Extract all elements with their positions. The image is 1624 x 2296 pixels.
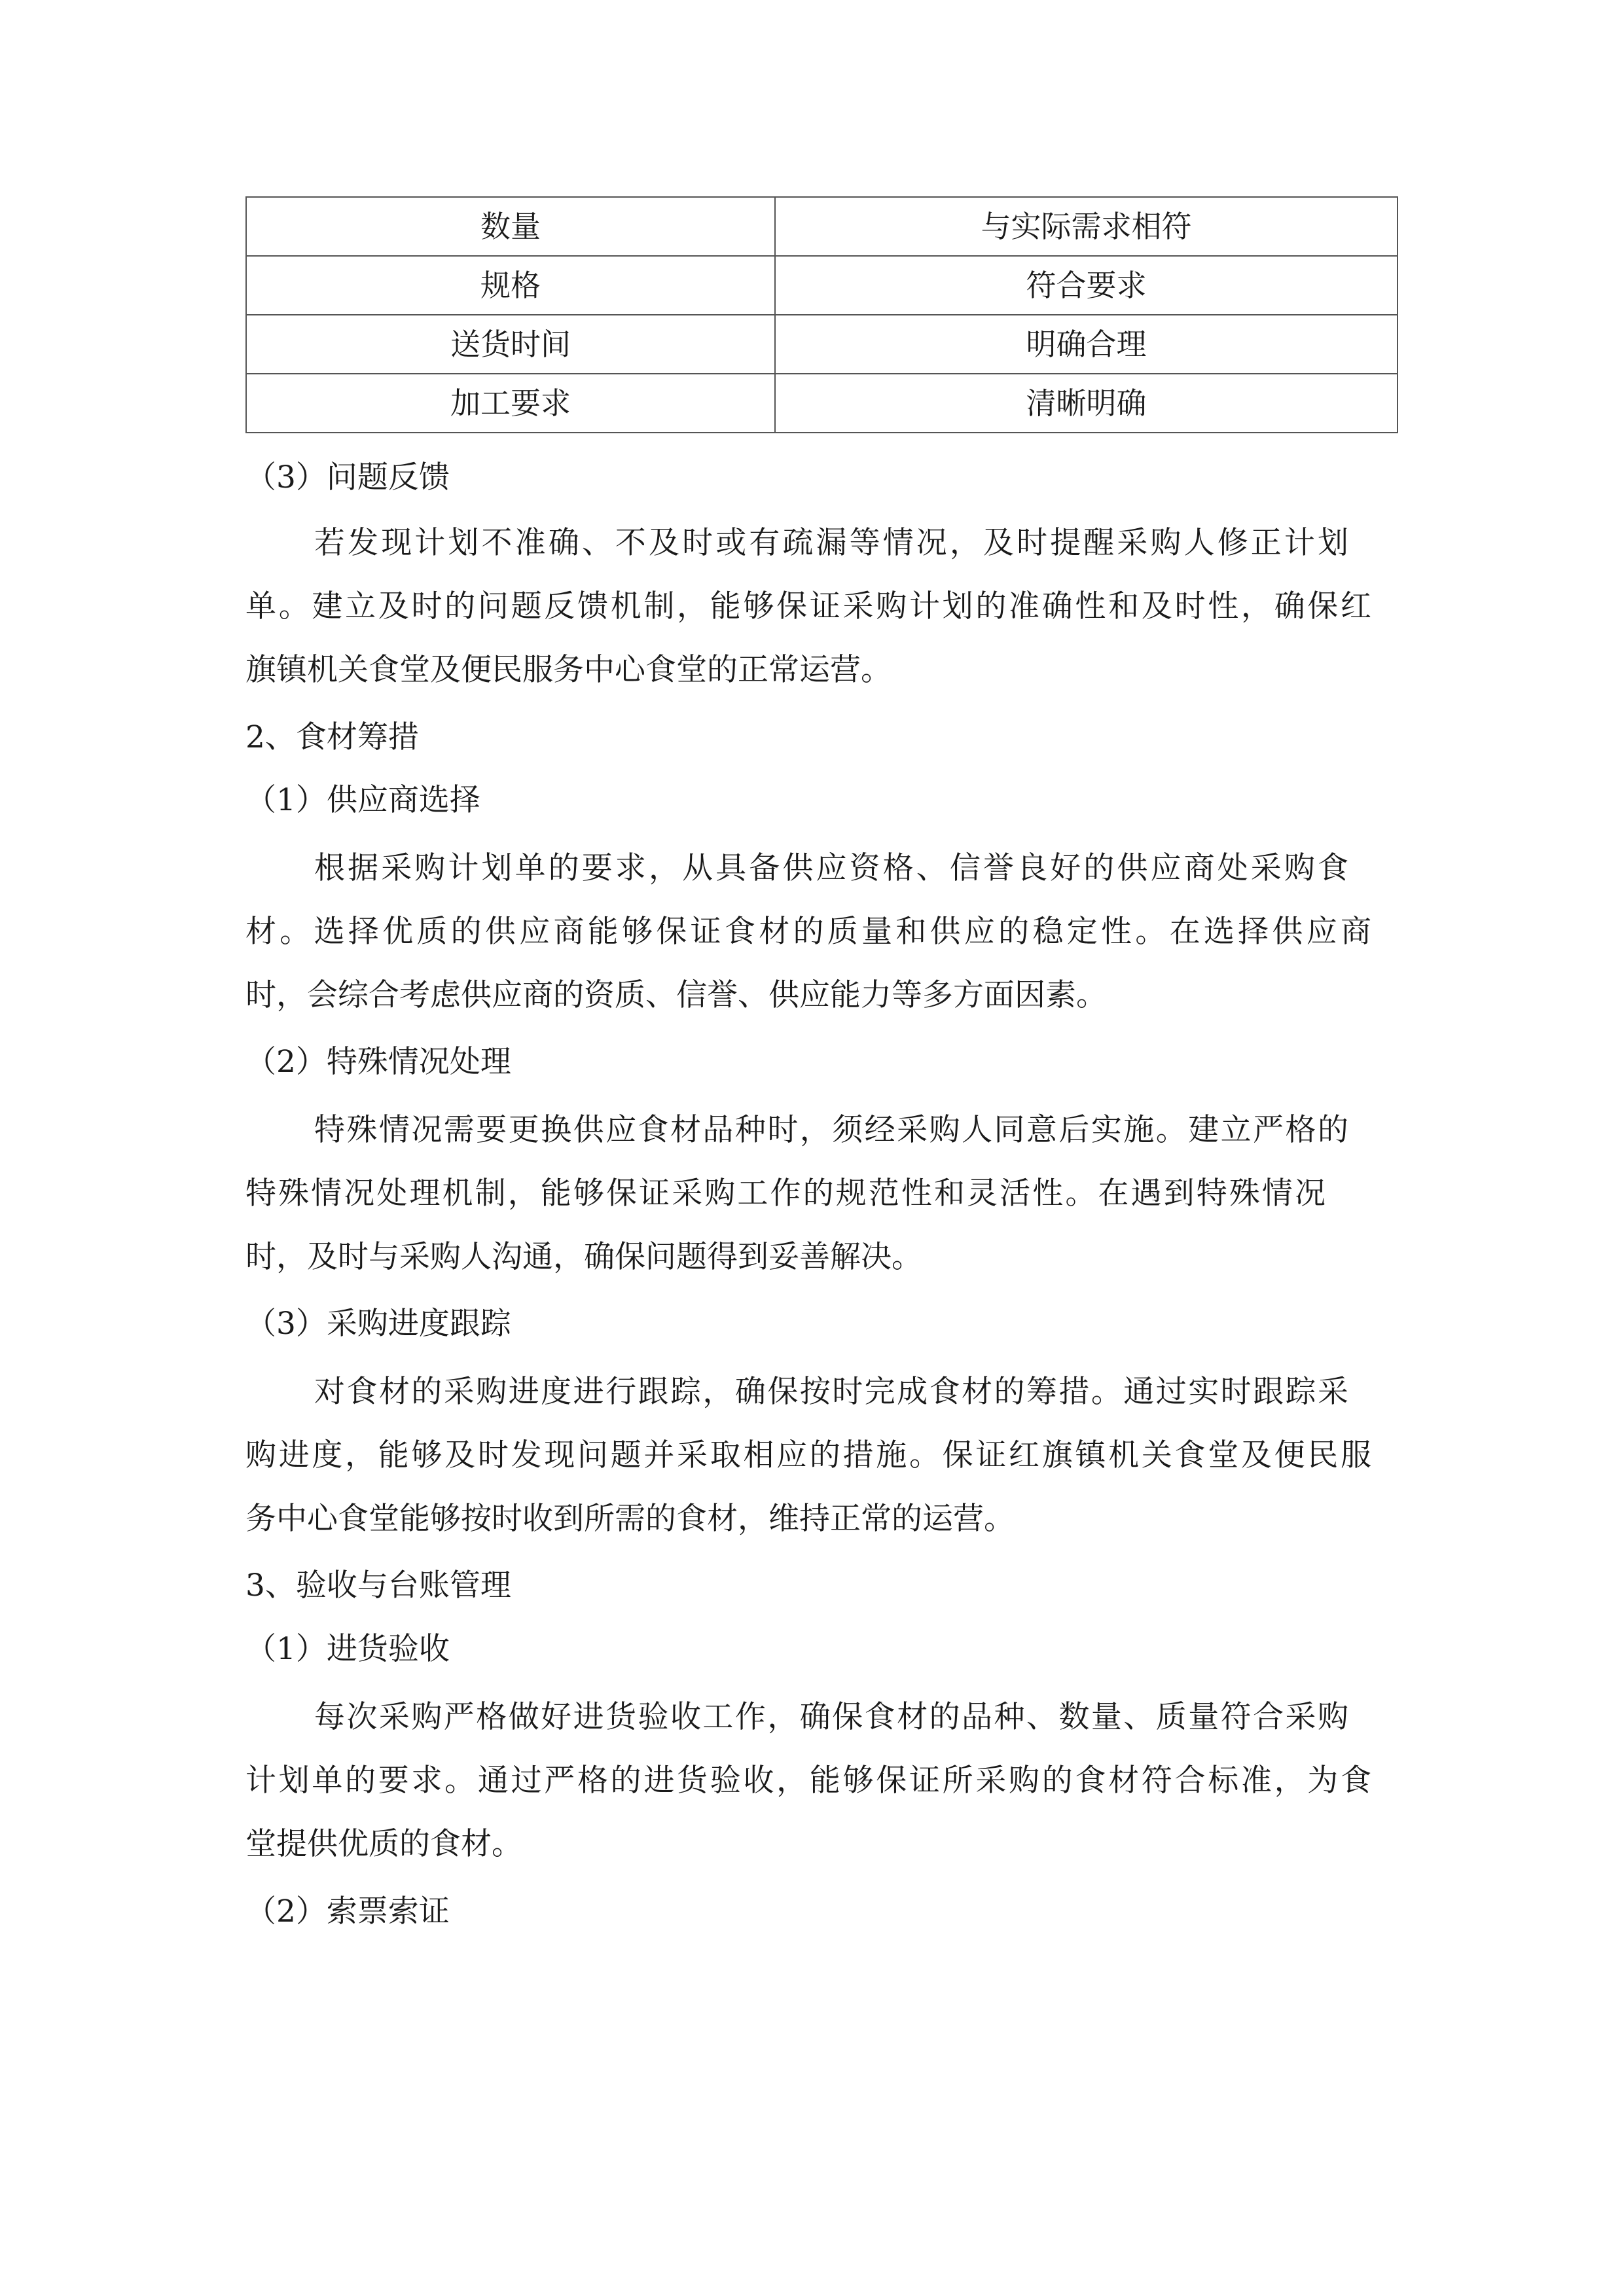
- paragraph-line: 时，及时与采购人沟通，确保问题得到妥善解决。: [245, 1239, 922, 1275]
- subheading-special-cases: （2）特殊情况处理: [245, 1044, 511, 1080]
- paragraph-line: 特殊情况处理机制，能够保证采购工作的规范性和灵活性。在遇到特殊情况: [245, 1175, 1326, 1211]
- table-row: [246, 197, 1398, 256]
- paragraph-line: 材。选择优质的供应商能够保证食材的质量和供应的稳定性。在选择供应商: [245, 914, 1371, 950]
- subheading-feedback: （3）问题反馈: [245, 459, 450, 495]
- subheading-inspection: （1）进货验收: [245, 1631, 450, 1667]
- paragraph-line: 务中心食堂能够按时收到所需的食材，维持正常的运营。: [245, 1501, 1015, 1537]
- paragraph-line: 时，会综合考虑供应商的资质、信誉、供应能力等多方面因素。: [245, 977, 1107, 1013]
- table-cell-item: 加工要求: [246, 374, 775, 433]
- subheading-invoices: （2）索票索证: [245, 1893, 450, 1929]
- table-cell-item: 数量: [246, 197, 775, 256]
- section-heading-sourcing: 2、食材筹措: [245, 719, 419, 755]
- paragraph-line: 根据采购计划单的要求，从具备供应资格、信誉良好的供应商处采购食: [314, 850, 1348, 886]
- requirements-table: [245, 196, 1398, 433]
- paragraph-line: 计划单的要求。通过严格的进货验收，能够保证所采购的食材符合标准，为食: [245, 1763, 1371, 1799]
- paragraph-line: 堂提供优质的食材。: [245, 1826, 522, 1862]
- subheading-supplier: （1）供应商选择: [245, 782, 480, 818]
- table-cell-requirement: 明确合理: [775, 315, 1398, 374]
- paragraph-line: 单。建立及时的问题反馈机制，能够保证采购计划的准确性和及时性，确保红: [245, 588, 1371, 624]
- table-cell-item: 送货时间: [246, 315, 775, 374]
- paragraph-line: 旗镇机关食堂及便民服务中心食堂的正常运营。: [245, 652, 892, 688]
- subheading-progress: （3）采购进度跟踪: [245, 1306, 511, 1342]
- paragraph-line: 特殊情况需要更换供应食材品种时，须经采购人同意后实施。建立严格的: [314, 1112, 1348, 1148]
- paragraph-line: 对食材的采购进度进行跟踪，确保按时完成食材的筹措。通过实时跟踪采: [314, 1374, 1348, 1410]
- paragraph-line: 若发现计划不准确、不及时或有疏漏等情况，及时提醒采购人修正计划: [314, 525, 1348, 561]
- section-heading-acceptance: 3、验收与台账管理: [245, 1568, 511, 1604]
- paragraph-line: 购进度，能够及时发现问题并采取相应的措施。保证红旗镇机关食堂及便民服: [245, 1437, 1371, 1473]
- table-cell-requirement: 与实际需求相符: [775, 197, 1398, 256]
- table-cell-item: 规格: [246, 256, 775, 315]
- table-row: [246, 374, 1398, 433]
- table-row: [246, 256, 1398, 315]
- paragraph-line: 每次采购严格做好进货验收工作，确保食材的品种、数量、质量符合采购: [314, 1699, 1348, 1735]
- table-cell-requirement: 符合要求: [775, 256, 1398, 315]
- table-row: [246, 315, 1398, 374]
- table-cell-requirement: 清晰明确: [775, 374, 1398, 433]
